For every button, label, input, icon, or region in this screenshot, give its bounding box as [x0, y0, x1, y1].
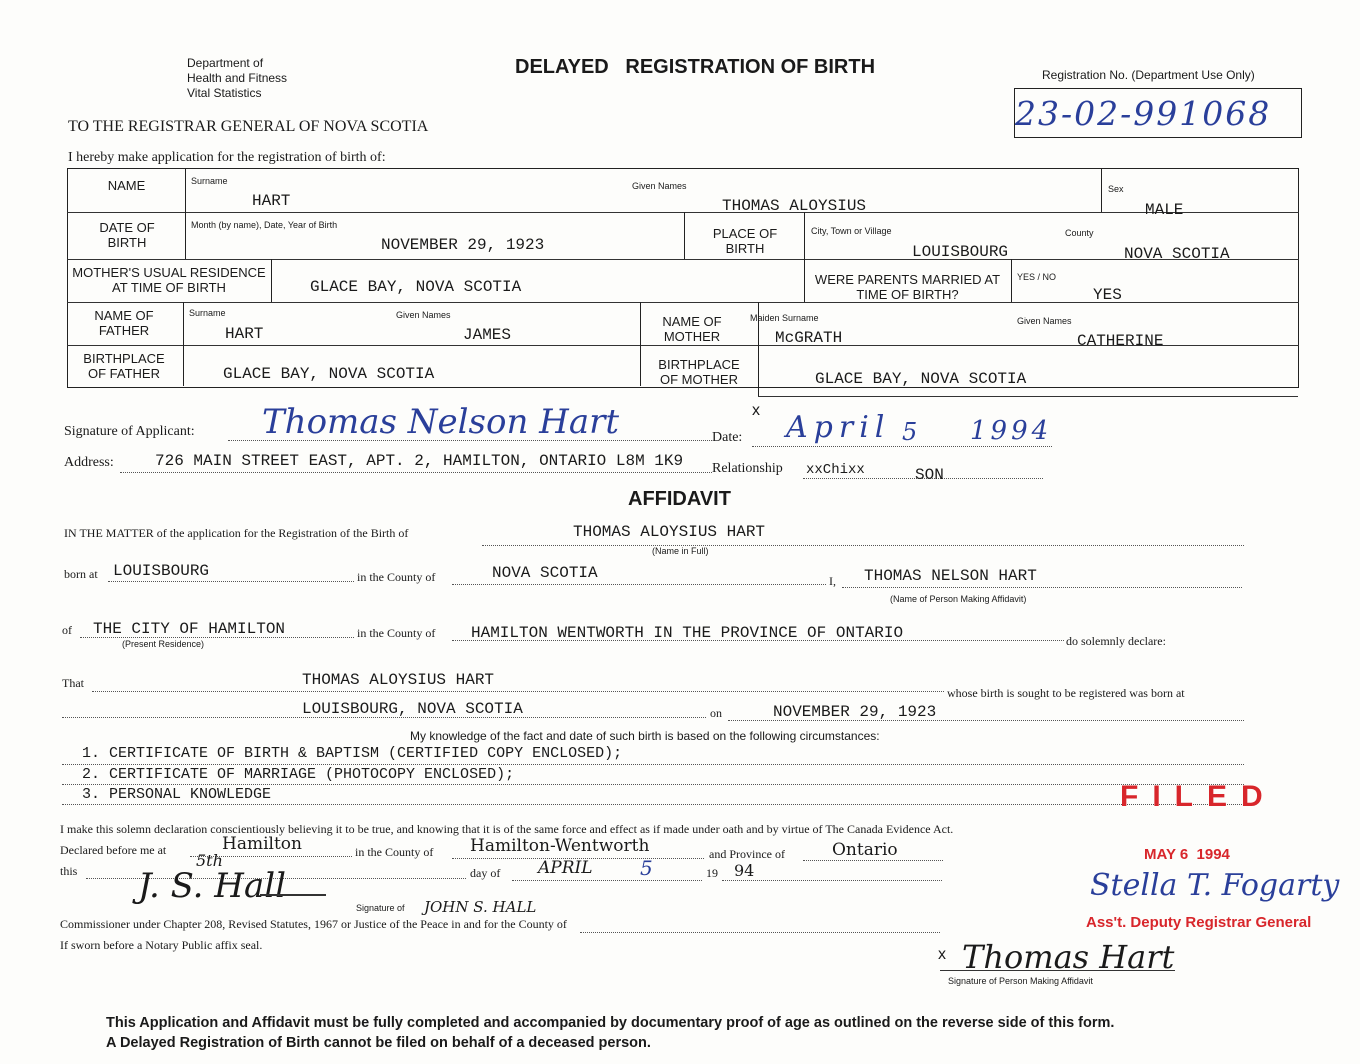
relationship-label: Relationship: [712, 461, 783, 476]
col-divider: [684, 212, 685, 259]
registration-number-value: 23-02-991068: [1015, 94, 1272, 133]
dob-label: DATE OF BIRTH: [99, 220, 155, 250]
day-of-month: APRIL: [538, 858, 593, 878]
deponent-name: THOMAS NELSON HART: [864, 567, 1037, 585]
mother-given-label: Given Names: [1017, 316, 1072, 326]
notary-line: If sworn before a Notary Public affix seal.: [60, 938, 263, 952]
dob-sub-label: Month (by name), Date, Year of Birth: [191, 220, 338, 230]
deponent-sub-label: (Name of Person Making Affidavit): [890, 594, 1027, 604]
province-label: and Province of: [709, 847, 785, 861]
address-line: [120, 472, 712, 473]
res-county-value: HAMILTON WENTWORTH IN THE PROVINCE OF ONTARIO: [471, 624, 904, 642]
relationship-value: SON: [915, 466, 944, 484]
declared-label: Declared before me at: [60, 843, 167, 857]
yes-no-label: YES / NO: [1017, 272, 1057, 282]
given-names-label: Given Names: [632, 181, 687, 191]
registrar-title-stamp: Ass't. Deputy Registrar General: [1086, 914, 1312, 931]
footer-notice-2: A Delayed Registration of Birth cannot be filed on behalf of a deceased person.: [106, 1035, 651, 1051]
county-value: NOVA SCOTIA: [1124, 245, 1230, 263]
circumstance-line: [62, 804, 1244, 805]
sex-value: MALE: [1145, 201, 1184, 219]
affidavit-title: AFFIDAVIT: [628, 488, 731, 510]
date-year: 1994: [970, 416, 1053, 446]
matter-line: [482, 545, 1244, 546]
father-given-label: Given Names: [396, 310, 451, 320]
declared-county-value: Hamilton-Wentworth: [470, 836, 650, 856]
father-given-value: JAMES: [463, 326, 512, 344]
maiden-surname-label: Maiden Surname: [750, 313, 819, 323]
father-surname-value: HART: [225, 325, 264, 343]
name-label: NAME: [107, 178, 146, 193]
application-line: I hereby make application for the registration of birth of:: [68, 150, 386, 165]
born-county-line: [452, 584, 826, 585]
address-label: Address:: [64, 455, 114, 470]
footer-notice-1: This Application and Affidavit must be fully completed and accompanied by documentary proof of age as outlined on the reverse side of this form.: [106, 1015, 1115, 1031]
department-line: Vital Statistics: [187, 86, 262, 100]
parents-married-value: YES: [1093, 286, 1122, 304]
day-of-label: day of: [470, 866, 501, 880]
deponent-signature-line: [940, 970, 1175, 971]
circumstance-line: [62, 764, 1244, 765]
father-name-label: NAME OF FATHER: [94, 308, 154, 338]
deponent-x-mark: x: [938, 946, 946, 963]
date-x-mark: x: [752, 402, 760, 419]
mother-birthplace-label: BIRTHPLACE OF MOTHER: [658, 357, 740, 387]
date-day: 5: [902, 418, 918, 446]
declare-label: do solemnly declare:: [1066, 634, 1166, 648]
day-of-line: [512, 880, 702, 881]
surname-label: Surname: [191, 176, 228, 186]
row-divider: [758, 396, 1298, 397]
date-month: April: [786, 410, 891, 445]
commissioner-signature: J. S. Hall: [138, 866, 286, 906]
commissioner-line: Commissioner under Chapter 208, Revised Statutes, 1967 or Justice of the Peace in and for the County of: [60, 917, 567, 931]
row-divider: [67, 259, 1299, 260]
this-label: this: [60, 864, 78, 878]
res-county-label: in the County of: [357, 626, 436, 640]
commissioner-name: JOHN S. HALL: [424, 898, 537, 916]
mother-birthplace-value: GLACE BAY, NOVA SCOTIA: [815, 370, 1027, 388]
that-name: THOMAS ALOYSIUS HART: [302, 671, 495, 689]
matter-label: IN THE MATTER of the application for the Registration of the Birth of: [64, 526, 409, 540]
circumstance-item: 2. CERTIFICATE OF MARRIAGE (PHOTOCOPY ENCLOSED);: [82, 766, 515, 783]
province-value: Ontario: [832, 840, 898, 860]
residence-sub-label: (Present Residence): [122, 639, 205, 649]
born-county-label: in the County of: [357, 570, 436, 584]
relationship-struck: xxChixx: [806, 462, 865, 478]
this-day-value: 5th: [196, 851, 223, 870]
col-divider: [183, 302, 184, 386]
father-birthplace-value: GLACE BAY, NOVA SCOTIA: [223, 365, 435, 383]
born-place-value: LOUISBOURG, NOVA SCOTIA: [302, 700, 523, 718]
born-at-label: born at: [64, 567, 98, 581]
parents-married-label: WERE PARENTS MARRIED AT TIME OF BIRTH?: [814, 272, 1001, 302]
commissioner-signature-line: [260, 894, 326, 896]
mother-residence-label: MOTHER'S USUAL RESIDENCE AT TIME OF BIRTH: [72, 265, 266, 295]
col-divider: [804, 259, 805, 302]
row-divider: [67, 212, 1299, 213]
city-label: City, Town or Village: [811, 226, 892, 236]
department-block: [187, 56, 287, 101]
year-line: [722, 880, 942, 881]
year-prefix: 19: [706, 866, 718, 880]
pob-label: PLACE OF BIRTH: [712, 226, 778, 256]
col-divider: [804, 212, 805, 259]
filed-date-stamp: MAY 6 1994: [1144, 846, 1230, 863]
sex-label: Sex: [1108, 184, 1124, 194]
that-label: That: [62, 676, 84, 690]
date-label: Date:: [712, 430, 743, 445]
born-at-value: LOUISBOURG: [113, 562, 210, 580]
col-divider: [1101, 168, 1102, 212]
mother-name-label: NAME OF MOTHER: [662, 314, 722, 344]
deponent-line: [842, 587, 1242, 588]
registrar-signature: Stella T. Fogarty: [1090, 868, 1340, 903]
mother-residence-value: GLACE BAY, NOVA SCOTIA: [310, 278, 522, 296]
filed-stamp: FILED: [1120, 780, 1277, 813]
father-surname-label: Surname: [189, 308, 226, 318]
county-label: County: [1065, 228, 1094, 238]
commissioner-county-line: [580, 932, 940, 933]
born-at-line: [108, 581, 354, 582]
province-line: [803, 860, 943, 861]
born-date-value: NOVEMBER 29, 1923: [773, 703, 937, 721]
declared-county-label: in the County of: [355, 845, 434, 859]
col-divider: [1011, 259, 1012, 302]
matter-name: THOMAS ALOYSIUS HART: [573, 523, 766, 541]
city-value: LOUISBOURG: [912, 243, 1009, 261]
born-county-value: NOVA SCOTIA: [492, 564, 598, 582]
father-birthplace-label: BIRTHPLACE OF FATHER: [83, 351, 165, 381]
applicant-signature: Thomas Nelson Hart: [262, 402, 620, 442]
col-divider: [271, 259, 272, 302]
col-divider: [758, 386, 759, 396]
mother-surname-value: McGRATH: [775, 329, 843, 347]
deponent-signature-label: Signature of Person Making Affidavit: [948, 976, 1093, 986]
mother-given-value: CATHERINE: [1077, 332, 1164, 350]
that-line: [92, 691, 944, 692]
residence-value: THE CITY OF HAMILTON: [93, 620, 286, 638]
declared-at-value: Hamilton: [222, 834, 302, 854]
deponent-signature: Thomas Hart: [962, 938, 1175, 976]
surname-value: HART: [252, 192, 291, 210]
department-line: Department of: [187, 56, 264, 70]
circumstance-item: 3. PERSONAL KNOWLEDGE: [82, 786, 272, 803]
col-divider: [640, 302, 641, 386]
circumstance-item: 1. CERTIFICATE OF BIRTH & BAPTISM (CERTIFIED COPY ENCLOSED);: [82, 745, 623, 762]
department-line: Health and Fitness: [187, 71, 288, 85]
col-divider: [185, 212, 186, 259]
applicant-signature-label: Signature of Applicant:: [64, 424, 195, 439]
circumstance-line: [62, 784, 1244, 785]
year-suffix: 94: [734, 861, 755, 880]
on-label: on: [710, 706, 722, 720]
whose-birth-label: whose birth is sought to be registered was born at: [947, 686, 1185, 700]
date-line: [752, 446, 1052, 447]
signature-of-label: Signature of: [356, 903, 405, 913]
dob-value: NOVEMBER 29, 1923: [381, 236, 545, 254]
registrar-address-line: TO THE REGISTRAR GENERAL OF NOVA SCOTIA: [68, 118, 429, 135]
day-of-num: 5: [640, 856, 653, 880]
of-label: of: [62, 623, 72, 637]
name-in-full-label: (Name in Full): [652, 546, 709, 556]
given-names-value: THOMAS ALOYSIUS: [722, 197, 867, 215]
form-title: DELAYED REGISTRATION OF BIRTH: [515, 56, 876, 78]
i-label: I,: [829, 574, 836, 588]
col-divider: [185, 168, 186, 212]
knowledge-line: My knowledge of the fact and date of such birth is based on the following circumstances:: [410, 729, 880, 743]
registration-number-label: Registration No. (Department Use Only): [1042, 68, 1255, 82]
solemn-declaration: I make this solemn declaration conscientiously believing it to be true, and knowing that it is of the same force and effect as if made under oath and by virtue of The Canada Evidence Act.: [60, 822, 954, 836]
address-value: 726 MAIN STREET EAST, APT. 2, HAMILTON, ONTARIO L8M 1K9: [155, 452, 684, 470]
